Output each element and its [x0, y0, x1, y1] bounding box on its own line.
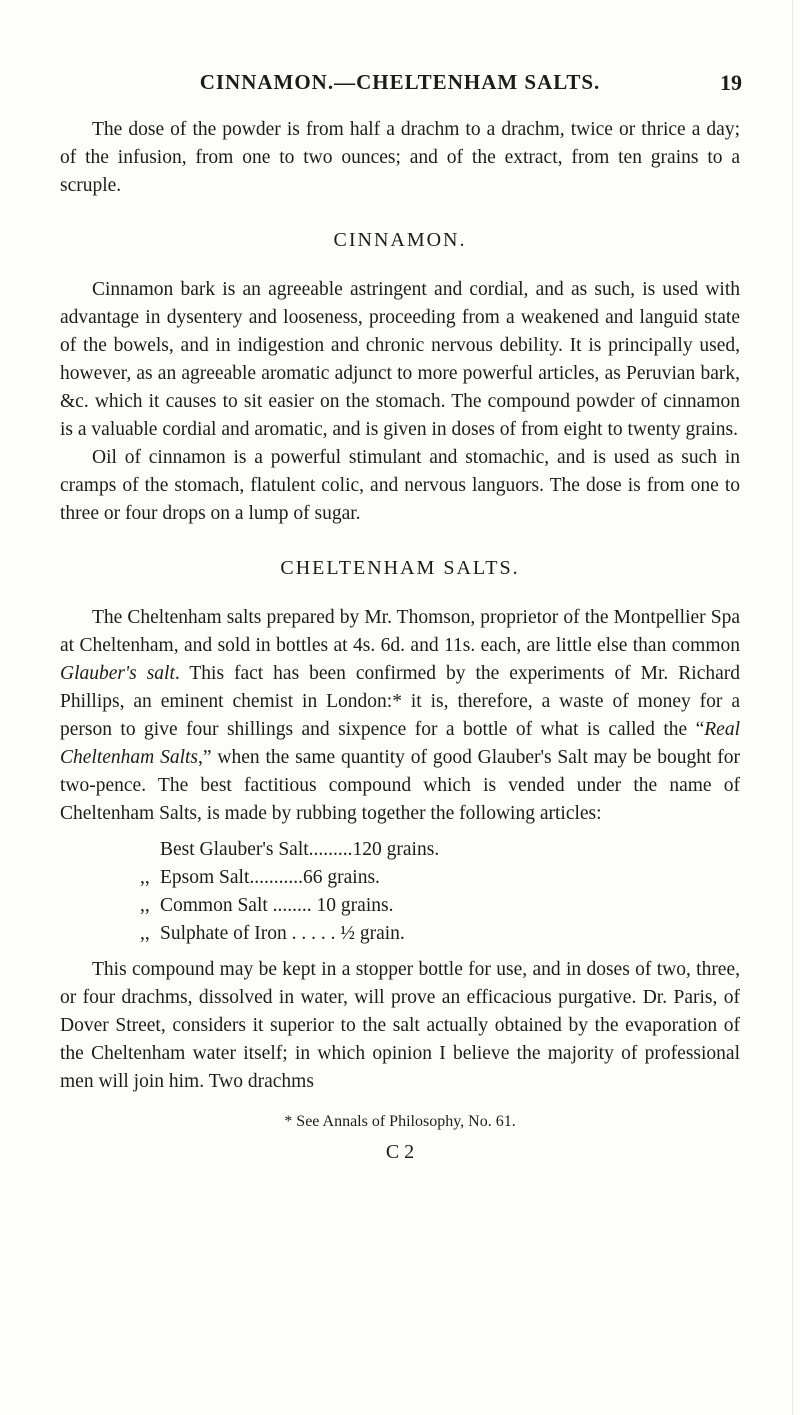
cheltenham-text-b: . This fact has been confirmed by the experiments of Mr. Richard Phillips, an eminent chemist in London:* it is, therefore, a waste of money for a person to give four shillings and sixpence for a bottle of what is called the “ — [60, 663, 740, 740]
page-edge-line — [792, 0, 793, 1415]
recipe-row — [140, 836, 740, 864]
recipe-row — [140, 864, 740, 892]
footnote: * See Annals of Philosophy, No. 61. — [284, 1113, 516, 1130]
cheltenham-text-a: The Cheltenham salts prepared by Mr. Thomson, proprietor of the Montpellier Spa at Cheltenham, and sold in bottles at 4s. 6d. and 11s. each, are little else than common — [60, 607, 740, 656]
cinnamon-paragraph-2: Oil of cinnamon is a powerful stimulant and stomachic, and is used as such in cramps of the stomach, flatulent colic, and nervous languors. The dose is from one to three or four drops on a lump of sugar. — [60, 447, 740, 524]
real-cheltenham-emphasis: Real Cheltenham Salts — [60, 719, 740, 768]
cinnamon-paragraph-1: Cinnamon bark is an agreeable astringent and cordial, and as such, is used with advantage in dysentery and looseness, proceeding from a weakened and languid state of the bowels, and in indigestion and chronic nervous debility. It is principally used, however, as an agreeable aromatic adjunct to more powerful articles, as Peruvian bark, &c. which it causes to sit easier on the stomach. The compound powder of cinnamon is a valuable cordial and aromatic, and is given in doses of from eight to twenty grains. — [60, 279, 740, 440]
cheltenham-paragraph-1 — [60, 604, 740, 828]
ditto-mark: ,, — [140, 923, 150, 944]
recipe-line: Common Salt ........ 10 grains. — [160, 895, 394, 916]
cheltenham-text-c: ,” when the same quantity of good Glauber's Salt may be bought for two-pence. The best factitious compound which is vended under the name of Cheltenham Salts, is made by rubbing together the following articles: — [60, 747, 740, 824]
ditto-mark: ,, — [140, 867, 150, 888]
cheltenham-heading: CHELTENHAM SALTS. — [280, 557, 520, 579]
ditto-mark: ,, — [140, 895, 150, 916]
signature-mark: C 2 — [385, 1141, 415, 1163]
page-number: 19 — [720, 70, 742, 95]
running-head: CINNAMON.—CHELTENHAM SALTS. — [199, 70, 601, 94]
cinnamon-heading: CINNAMON. — [333, 229, 467, 251]
recipe-line: Best Glauber's Salt.........120 grains. — [160, 839, 440, 860]
intro-paragraph: The dose of the powder is from half a drachm to a drachm, twice or thrice a day; of the infusion, from one to two ounces; and of the extract, from ten grains to a scruple. — [60, 119, 740, 196]
glauber-salt-emphasis: Glauber's salt — [60, 663, 175, 684]
recipe-list — [60, 836, 740, 948]
recipe-line: Epsom Salt...........66 grains. — [160, 867, 380, 888]
recipe-row — [140, 892, 740, 920]
recipe-row — [140, 920, 740, 948]
page-body — [60, 116, 740, 1166]
recipe-line: Sulphate of Iron . . . . . ½ grain. — [160, 923, 405, 944]
cheltenham-paragraph-2: This compound may be kept in a stopper bottle for use, and in doses of two, three, or four drachms, dissolved in water, will prove an efficacious purgative. Dr. Paris, of Dover Street, considers it superior to the salt actually obtained by the evaporation of the Cheltenham water itself; in which opinion I believe the majority of professional men will join him. Two drachms — [60, 959, 740, 1092]
